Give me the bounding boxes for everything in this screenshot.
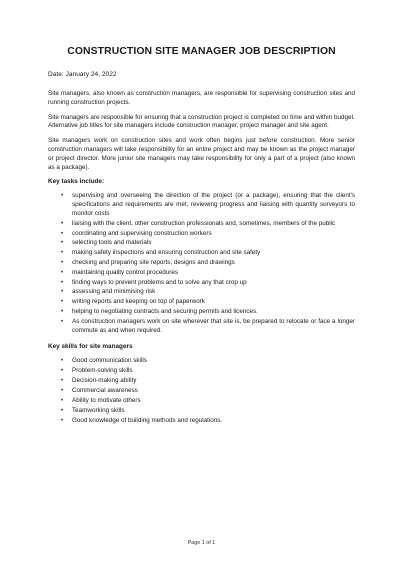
list-item (61, 192, 355, 218)
list-item (61, 298, 355, 307)
list-item-text: As construction managers work on site wherever that site is, be prepared to relocate or face a longer commute as and when required. (72, 317, 355, 334)
list-item (61, 357, 355, 366)
list-item-text: finding ways to prevent problems and to solve any that crop up (72, 278, 247, 286)
list-item (61, 367, 355, 376)
list-item-text: maintaining quality control procedures (72, 268, 179, 276)
bullet-icon: • (61, 398, 64, 405)
list-item-text: making safety inspections and ensuring construction and site safety (72, 249, 261, 257)
intro-paragraph-1: Site managers, also known as construction managers, are responsible for supervising construction sites and running construction projects. (48, 90, 355, 106)
list-item (61, 268, 355, 278)
bullet-icon: • (61, 318, 64, 325)
list-item-text: Ability to motivate others (72, 397, 141, 405)
list-item-text: Decision-making ability (72, 377, 137, 385)
bullet-icon: • (61, 388, 64, 395)
bullet-icon: • (61, 259, 64, 266)
bullet-icon: • (61, 230, 64, 237)
bullet-icon: • (61, 308, 64, 315)
skills-list (48, 357, 355, 426)
bullet-icon: • (61, 368, 64, 375)
tasks-heading: Key tasks include: (48, 178, 105, 186)
document-date: Date: January 24, 2022 (48, 71, 117, 78)
bullet-icon: • (61, 299, 64, 306)
intro-paragraph-2: Site managers are responsible for ensuring that a construction project is completed on time and within budget. Alternative job titles for site managers include construction manager, project manager and site agent. (48, 113, 355, 130)
list-item-text: writing reports and keeping on top of paperwork (72, 298, 206, 306)
tasks-list (48, 192, 355, 335)
list-item-text: Good knowledge of building methods and regulations. (72, 417, 223, 425)
list-item (61, 387, 355, 396)
bullet-icon: • (61, 289, 64, 296)
bullet-icon: • (61, 220, 64, 227)
list-item (61, 307, 355, 317)
list-item (61, 397, 355, 406)
list-item (61, 239, 355, 248)
page-number-footer: Page 1 of 1 (187, 540, 216, 546)
bullet-icon: • (61, 418, 64, 425)
list-item-text: assessing and minimising risk (72, 288, 156, 296)
list-item (61, 417, 355, 426)
list-item-text: coordinating and supervising construction workers (72, 229, 212, 237)
bullet-icon: • (61, 193, 64, 200)
list-item-text: selecting tools and materials (72, 239, 152, 247)
bullet-icon: • (61, 269, 64, 276)
list-item-text: helping to negotiating contracts and securing permits and licences. (72, 307, 258, 315)
list-item (61, 288, 355, 297)
list-item (61, 219, 355, 229)
list-item-text: Problem-solving skills (72, 367, 133, 375)
list-item (61, 377, 355, 386)
list-item-text: checking and preparing site reports, designs and drawings (72, 258, 235, 266)
list-item (61, 407, 355, 416)
list-item (61, 258, 355, 268)
bullet-icon: • (61, 408, 64, 415)
bullet-icon: • (61, 250, 64, 257)
list-item (61, 249, 355, 258)
list-item-text: Good communication skills (72, 357, 147, 365)
document-title: CONSTRUCTION SITE MANAGER JOB DESCRIPTION (67, 46, 336, 57)
skills-heading: Key skills for site managers (48, 343, 133, 351)
list-item (61, 317, 355, 336)
list-item (61, 229, 355, 239)
list-item-text: liaising with the client, other construction professionals and, sometimes, members of the public (72, 219, 336, 227)
intro-paragraph-3: Site managers work on construction sites and work often begins just before construction. More senior construction managers will take responsibility for an entire project and may be known as the project manager or project director. More junior site managers may take responsibility for only a part of a project (also known as a package). (48, 137, 355, 171)
bullet-icon: • (61, 378, 64, 385)
list-item-text: Commercial awareness (72, 387, 138, 395)
bullet-icon: • (61, 358, 64, 365)
list-item-text: Teamworking skills (72, 407, 125, 415)
bullet-icon: • (61, 279, 64, 286)
list-item-text: supervising and overseeing the direction of the project (or a package), ensuring that the client's specifications and requirements are met, reviewing progress and liaising with quantity surveyors to monitor costs (72, 192, 355, 217)
bullet-icon: • (61, 240, 64, 247)
list-item (61, 278, 355, 288)
